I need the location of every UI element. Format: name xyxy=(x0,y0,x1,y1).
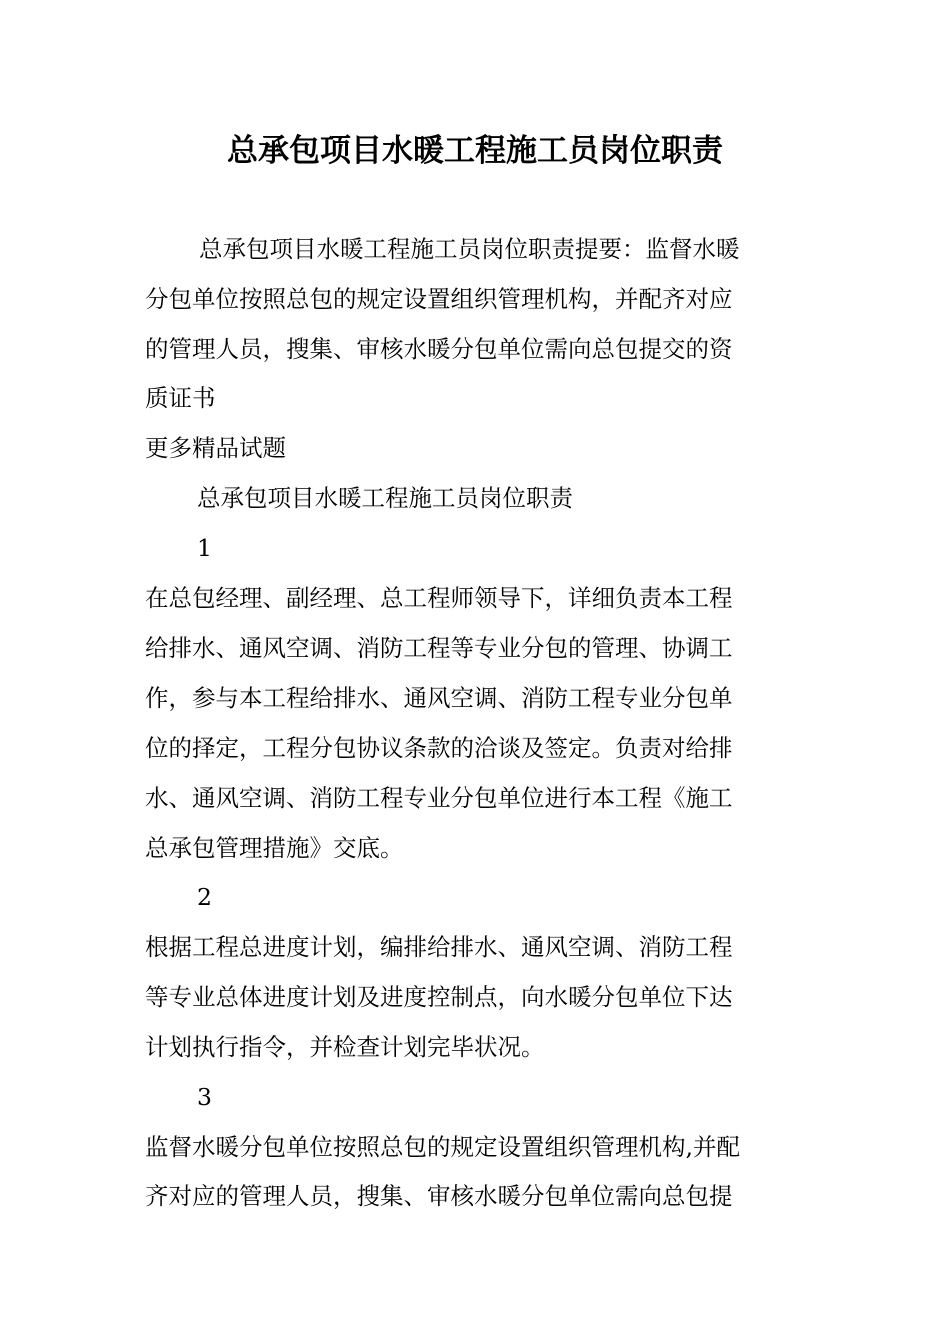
section-line: 计划执行指令，并检查计划完毕状况。 xyxy=(145,1033,545,1061)
section-line: 监督水暖分包单位按照总包的规定设置组织管理机构,并配 xyxy=(145,1133,740,1161)
section-line: 水、通风空调、消防工程专业分包单位进行本工程《施工 xyxy=(145,784,733,812)
section-number: 3 xyxy=(197,1083,212,1111)
more-tests-link[interactable]: 更多精品试题 xyxy=(145,434,286,462)
section-subtitle: 总承包项目水暖工程施工员岗位职责 xyxy=(197,484,573,512)
section-line: 等专业总体进度计划及进度控制点，向水暖分包单位下达 xyxy=(145,983,733,1011)
section-line: 齐对应的管理人员，搜集、审核水暖分包单位需向总包提 xyxy=(145,1182,733,1210)
summary-line: 的管理人员，搜集、审核水暖分包单位需向总包提交的资 xyxy=(145,335,733,363)
section-line: 作，参与本工程给排水、通风空调、消防工程专业分包单 xyxy=(145,684,733,712)
section-line: 总承包管理措施》交底。 xyxy=(145,834,404,862)
section-line: 位的择定，工程分包协议条款的洽谈及签定。负责对给排 xyxy=(145,734,733,762)
summary-line: 总承包项目水暖工程施工员岗位职责提要：监督水暖 xyxy=(199,235,740,263)
section-line: 根据工程总进度计划，编排给排水、通风空调、消防工程 xyxy=(145,933,733,961)
section-line: 给排水、通风空调、消防工程等专业分包的管理、协调工 xyxy=(145,634,733,662)
summary-line: 分包单位按照总包的规定设置组织管理机构，并配齐对应 xyxy=(145,285,733,313)
section-number: 2 xyxy=(197,883,212,911)
document-title: 总承包项目水暖工程施工员岗位职责 xyxy=(227,133,723,169)
section-line: 在总包经理、副经理、总工程师领导下，详细负责本工程 xyxy=(145,584,733,612)
summary-line: 质证书 xyxy=(145,384,216,412)
section-number: 1 xyxy=(197,534,212,562)
